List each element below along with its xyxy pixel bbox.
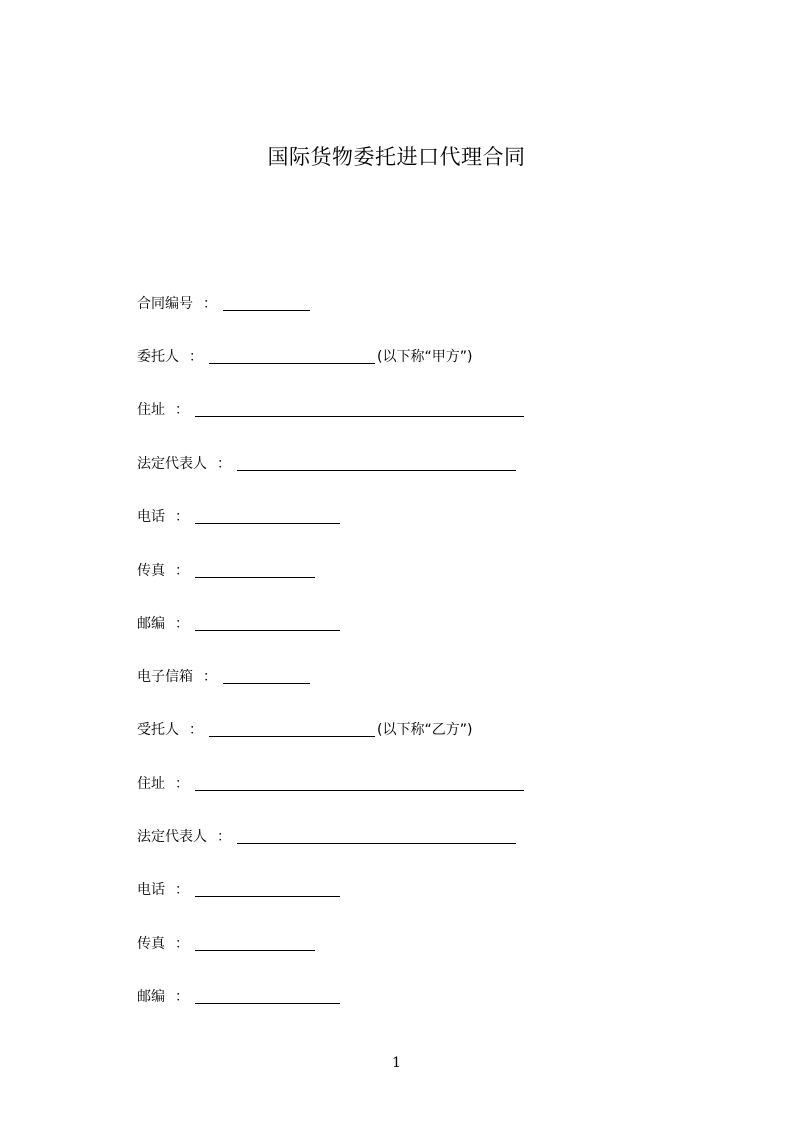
- principal-fax-label: 传真: [137, 563, 165, 579]
- principal-fax-colon: ：: [175, 563, 189, 579]
- agent-suffix: (以下称“乙方”): [377, 722, 473, 738]
- agent-zip-colon: ：: [175, 989, 189, 1005]
- principal-blank[interactable]: [209, 347, 375, 364]
- principal-address-colon: ：: [175, 402, 189, 418]
- principal-phone-field: [137, 503, 340, 527]
- principal-suffix: (以下称“甲方”): [377, 349, 473, 365]
- principal-representative-field: [137, 450, 516, 474]
- principal-email-blank[interactable]: [223, 667, 310, 684]
- agent-zip-field: [137, 983, 340, 1007]
- agent-address-blank[interactable]: [195, 774, 524, 791]
- principal-label: 委托人: [137, 349, 179, 365]
- principal-address-blank[interactable]: [195, 400, 524, 417]
- principal-representative-label: 法定代表人: [137, 456, 207, 472]
- agent-colon: ：: [189, 722, 203, 738]
- agent-representative-blank[interactable]: [237, 827, 516, 844]
- principal-address-field: [137, 396, 524, 420]
- principal-email-label: 电子信箱: [137, 669, 193, 685]
- agent-fax-field: [137, 930, 315, 954]
- agent-field: [137, 716, 472, 740]
- principal-phone-blank[interactable]: [195, 507, 340, 524]
- contract-number-blank[interactable]: [223, 294, 310, 311]
- principal-phone-colon: ：: [175, 509, 189, 525]
- principal-representative-blank[interactable]: [237, 454, 516, 471]
- agent-address-field: [137, 770, 524, 794]
- principal-fax-blank[interactable]: [195, 561, 315, 578]
- principal-address-label: 住址: [137, 402, 165, 418]
- principal-zip-label: 邮编: [137, 616, 165, 632]
- agent-representative-colon: ：: [217, 829, 231, 845]
- agent-representative-field: [137, 823, 516, 847]
- agent-zip-label: 邮编: [137, 989, 165, 1005]
- agent-fax-label: 传真: [137, 936, 165, 952]
- agent-blank[interactable]: [209, 720, 375, 737]
- principal-email-field: [137, 663, 310, 687]
- principal-email-colon: ：: [203, 669, 217, 685]
- agent-zip-blank[interactable]: [195, 987, 340, 1004]
- principal-fax-field: [137, 557, 315, 581]
- document-title: 国际货物委托进口代理合同: [267, 145, 526, 169]
- agent-fax-blank[interactable]: [195, 934, 315, 951]
- agent-phone-label: 电话: [137, 882, 165, 898]
- agent-representative-label: 法定代表人: [137, 829, 207, 845]
- agent-address-colon: ：: [175, 776, 189, 792]
- agent-phone-colon: ：: [175, 882, 189, 898]
- principal-representative-colon: ：: [217, 456, 231, 472]
- agent-fax-colon: ：: [175, 936, 189, 952]
- agent-phone-field: [137, 876, 340, 900]
- contract-number-field: [137, 290, 310, 314]
- principal-phone-label: 电话: [137, 509, 165, 525]
- agent-phone-blank[interactable]: [195, 880, 340, 897]
- agent-label: 受托人: [137, 722, 179, 738]
- page-number: 1: [392, 1055, 401, 1071]
- principal-zip-colon: ：: [175, 616, 189, 632]
- principal-zip-blank[interactable]: [195, 614, 340, 631]
- principal-field: [137, 343, 472, 367]
- contract-number-label: 合同编号: [137, 296, 193, 312]
- contract-number-colon: ：: [203, 296, 217, 312]
- agent-address-label: 住址: [137, 776, 165, 792]
- principal-colon: ：: [189, 349, 203, 365]
- principal-zip-field: [137, 610, 340, 634]
